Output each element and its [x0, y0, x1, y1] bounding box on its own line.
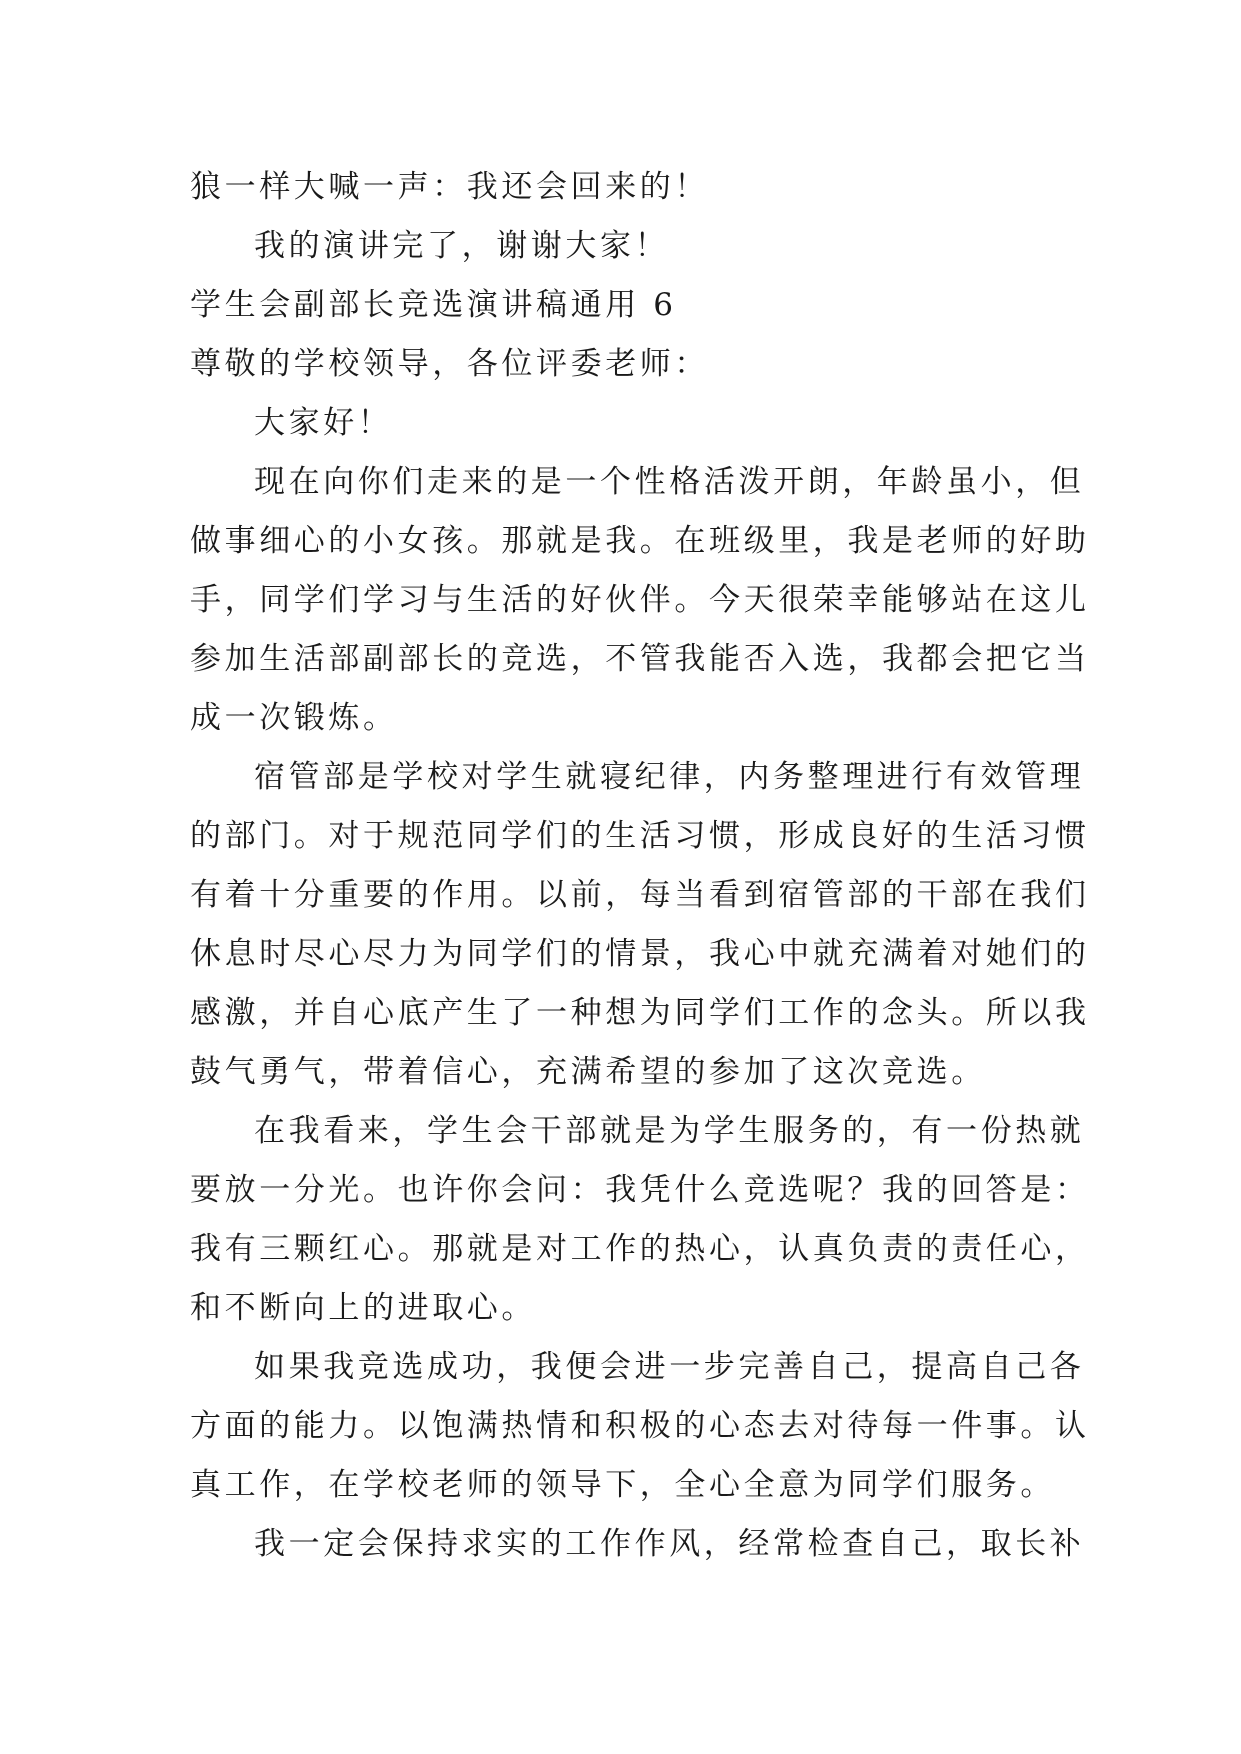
section-title: 学生会副部长竞选演讲稿通用 6 [190, 287, 677, 323]
text-line: 方面的能力。以饱满热情和积极的心态去对待每一件事。认 [190, 1408, 1090, 1444]
text-line: 狼一样大喊一声：我还会回来的！ [190, 169, 709, 205]
text-line: 我有三颗红心。那就是对工作的热心，认真负责的责任心， [190, 1231, 1090, 1267]
text-line: 做事细心的小女孩。那就是我。在班级里，我是老师的好助 [190, 523, 1090, 559]
text-line: 的部门。对于规范同学们的生活习惯，形成良好的生活习惯 [190, 818, 1090, 854]
greeting: 大家好！ [254, 405, 393, 441]
text-line: 参加生活部副部长的竞选，不管我能否入选，我都会把它当 [190, 641, 1090, 677]
text-line: 现在向你们走来的是一个性格活泼开朗，年龄虽小，但 [254, 464, 1085, 500]
text-line: 要放一分光。也许你会问：我凭什么竞选呢？我的回答是： [190, 1172, 1090, 1208]
text-line: 在我看来，学生会干部就是为学生服务的，有一份热就 [254, 1113, 1085, 1149]
text-line: 感激，并自心底产生了一种想为同学们工作的念头。所以我 [190, 995, 1090, 1031]
document-body [190, 158, 1090, 1574]
text-line: 有着十分重要的作用。以前，每当看到宿管部的干部在我们 [190, 877, 1090, 913]
text-line: 我的演讲完了，谢谢大家！ [254, 228, 670, 264]
text-line: 手，同学们学习与生活的好伙伴。今天很荣幸能够站在这儿 [190, 582, 1090, 618]
text-line: 鼓气勇气，带着信心，充满希望的参加了这次竞选。 [190, 1054, 986, 1090]
text-line: 成一次锻炼。 [190, 700, 398, 736]
text-line: 和不断向上的进取心。 [190, 1290, 536, 1326]
text-line: 宿管部是学校对学生就寝纪律，内务整理进行有效管理 [254, 759, 1085, 795]
text-line: 休息时尽心尽力为同学们的情景，我心中就充满着对她们的 [190, 936, 1090, 972]
text-line: 如果我竞选成功，我便会进一步完善自己，提高自己各 [254, 1349, 1085, 1385]
salutation: 尊敬的学校领导，各位评委老师： [190, 346, 709, 382]
text-line: 真工作，在学校老师的领导下，全心全意为同学们服务。 [190, 1467, 1055, 1503]
text-line: 我一定会保持求实的工作作风，经常检查自己，取长补 [254, 1526, 1085, 1562]
